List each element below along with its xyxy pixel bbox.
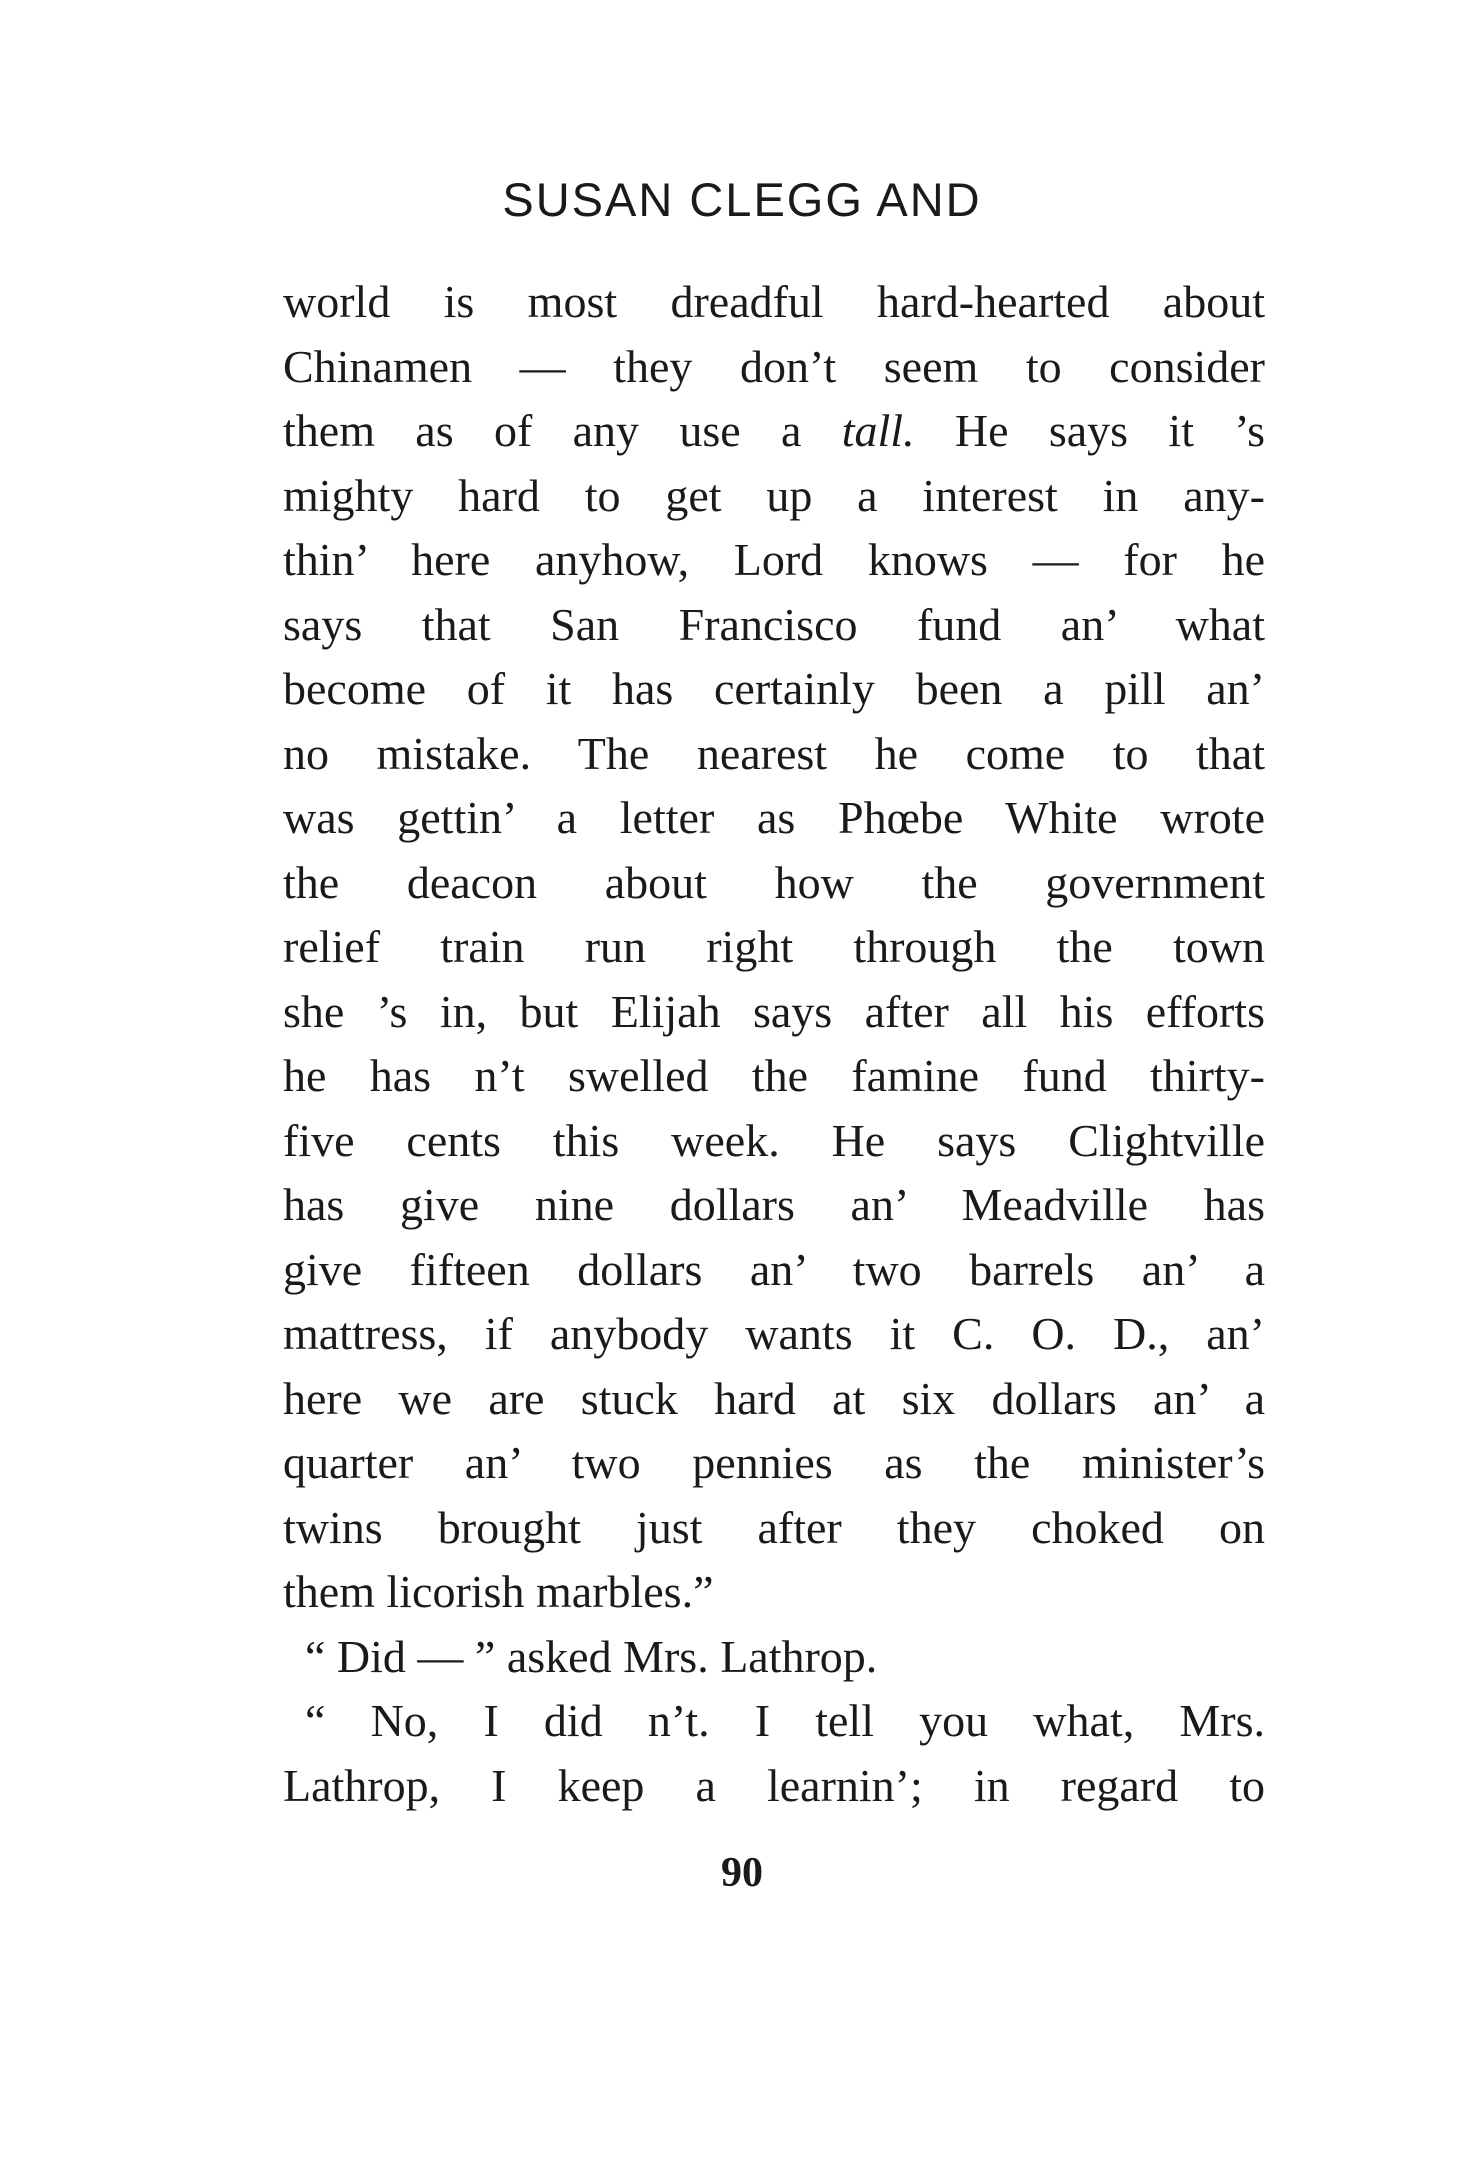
text-line: mighty hard to get up a interest in any- — [283, 469, 1265, 521]
text-line: mattress, if anybody wants it C. O. D., an’ — [283, 1308, 1265, 1359]
text-line: them licorish marbles.” — [283, 1566, 714, 1617]
text-line: thin’ here anyhow, Lord knows — for he — [283, 534, 1265, 585]
running-head: SUSAN CLEGG AND — [502, 173, 982, 226]
text-line: them as of any use a tall. He says it ’s — [283, 405, 1265, 456]
text-line: Lathrop, I keep a learnin’; in regard to — [283, 1759, 1265, 1811]
text-line: five cents this week. He says Clightville — [283, 1114, 1265, 1166]
page-number: 90 — [721, 1850, 763, 1896]
text-line: was gettin’ a letter as Phœbe White wrote — [283, 792, 1265, 843]
text-line: the deacon about how the government — [283, 856, 1265, 908]
text-line: she ’s in, but Elijah says after all his efforts — [283, 985, 1265, 1037]
text-line: has give nine dollars an’ Meadville has — [283, 1179, 1265, 1230]
text-line: says that San Francisco fund an’ what — [283, 598, 1265, 650]
text-line: quarter an’ two pennies as the minister’s — [283, 1437, 1265, 1488]
text-line: here we are stuck hard at six dollars an’ a — [283, 1372, 1265, 1424]
text-line: relief train run right through the town — [283, 921, 1265, 972]
text-line: “ No, I did n’t. I tell you what, Mrs. — [305, 1695, 1265, 1746]
text-line: twins brought just after they choked on — [283, 1501, 1265, 1553]
text-line: world is most dreadful hard-hearted about — [283, 276, 1265, 327]
text-line: “ Did — ” asked Mrs. Lathrop. — [305, 1630, 878, 1682]
text-line: he has n’t swelled the famine fund thirty- — [283, 1050, 1265, 1101]
text-line: no mistake. The nearest he come to that — [283, 727, 1265, 779]
text-line: give fifteen dollars an’ two barrels an’ a — [283, 1243, 1265, 1295]
text-line: become of it has certainly been a pill an’ — [283, 663, 1265, 714]
text-line: Chinamen — they don’t seem to consider — [283, 340, 1265, 392]
body-text — [283, 270, 1265, 1818]
